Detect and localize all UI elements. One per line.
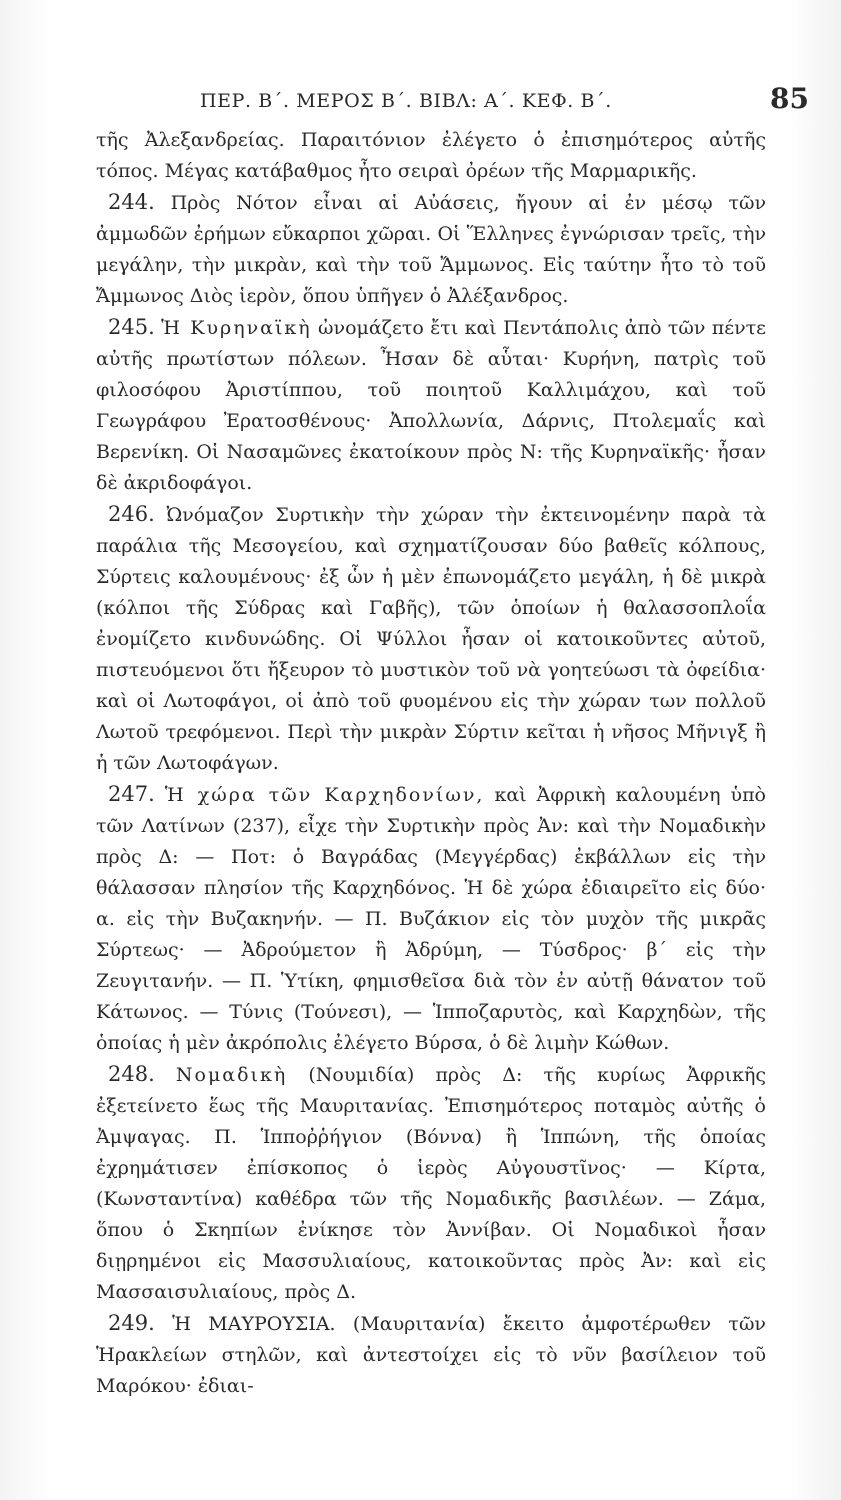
paragraph-text: (Νουμιδία) πρὸς Δ: τῆς κυρίως Ἀφρικῆς ἐξετείνετο ἕως τῆς Μαυριτανίας. Ἐπισημότερος ποταμὸς αὐτῆς ὁ Ἀμψαγας. Π. Ἱπποῤῥήγιον (Βόννα) ἢ Ἱππώνη, τῆς ὁποίας ἐχρημάτισεν ἐπίσκοπος ὁ ἱερὸς Αὐγουστῖνος· — Κίρτα, (Κωνσταντίνα) καθέδρα τῶν τῆς Νομαδικῆς βασιλέων. — Ζάμα, ὅπου ὁ Σκηπίων ἐνίκησε τὸν Ἀννίβαν. Οἱ Νομαδικοὶ ἦσαν διῃρημένοι εἰς Μασσυλιαίους, κατοικοῦντας πρὸς Ἀν: καὶ εἰς Μασσαισυλιαίους, πρὸς Δ.: [96, 1064, 766, 1303]
paragraph-244: [96, 187, 766, 312]
section-number: 246.: [108, 502, 155, 526]
paragraph-text: τῆς Ἀλεξανδρείας. Παραιτόνιον ἐλέγετο ὁ ἐπισημότερος αὐτῆς τόπος. Μέγας κατάβαθμος ἦτο σειραὶ ὀρέων τῆς Μαρμαρικῆς.: [96, 129, 766, 182]
paragraph-247: [96, 779, 766, 1059]
paragraph-text: Ὠνόμαζον Συρτικὴν τὴν χώραν τὴν ἐκτεινομένην παρὰ τὰ παράλια τῆς Μεσογείου, καὶ σχηματίζουσαν δύο βαθεῖς κόλπους, Σύρτεις καλουμένους· ἐξ ὧν ἡ μὲν ἐπωνομάζετο μεγάλη, ἡ δὲ μικρὰ (κόλποι τῆς Σύδρας καὶ Γαβῆς), τῶν ὁποίων ἡ θαλασσοπλοΐα ἐνομίζετο κινδυνώδης. Οἱ Ψύλλοι ἦσαν οἱ κατοικοῦντες αὐτοῦ, πιστευόμενοι ὅτι ἤξευρον τὸ μυστικὸν τοῦ νὰ γοητεύωσι τὰ ὀφείδια· καὶ οἱ Λωτοφάγοι, οἱ ἀπὸ τοῦ φυομένου εἰς τὴν χώραν των πολλοῦ Λωτοῦ τρεφόμενοι. Περὶ τὴν μικρὰν Σύρτιν κεῖται ἡ νῆσος Μῆνιγξ ἢ ἡ τῶν Λωτοφάγων.: [96, 504, 766, 774]
section-number: 249.: [108, 1311, 155, 1335]
paragraph-248: [96, 1059, 766, 1308]
section-heading: Ἡ ΜΑΥΡΟΥΣΙΑ.: [172, 1313, 336, 1335]
paragraph-text: (Μαυριτανία) ἔκειτο ἀμφοτέρωθεν τῶν Ἡρακλείων στηλῶν, καὶ ἀντεστοίχει εἰς τὸ νῦν βασίλειον τοῦ Μαρόκου· ἐδιαι-: [96, 1313, 766, 1397]
page-header: [0, 82, 841, 122]
section-heading: Ἡ χώρα τῶν Καρχηδονίων,: [164, 784, 485, 806]
page-number: 85: [770, 82, 809, 115]
paragraph-245: [96, 312, 766, 499]
paragraph-text: Πρὸς Νότον εἶναι αἱ Αὐάσεις, ἤγουν αἱ ἐν μέσῳ τῶν ἀμμωδῶν ἐρήμων εὔκαρποι χῶραι. Οἱ Ἕλληνες ἐγνώρισαν τρεῖς, τὴν μεγάλην, τὴν μικρὰν, καὶ τὴν τοῦ Ἄμμωνος. Εἰς ταύτην ἦτο τὸ τοῦ Ἄμμωνος Διὸς ἱερὸν, ὅπου ὑπῆγεν ὁ Ἀλέξανδρος.: [96, 192, 767, 307]
running-head: ΠΕΡ. Β΄. ΜΕΡΟΣ Β΄. ΒΙΒΛ: Α΄. ΚΕΦ. Β΄.: [200, 90, 612, 112]
paragraph-continuation: [96, 125, 766, 187]
body-text: [96, 125, 766, 1402]
section-number: 247.: [108, 782, 155, 806]
section-heading: Ἡ Κυρηναϊκὴ: [161, 317, 312, 339]
section-heading: Νομαδικὴ: [175, 1064, 288, 1086]
paragraph-text: ὠνομάζετο ἔτι καὶ Πεντάπολις ἀπὸ τῶν πέντε αὐτῆς πρωτίστων πόλεων. Ἦσαν δὲ αὗται· Κυρήνη, πατρὶς τοῦ φιλοσόφου Ἀριστίππου, τοῦ ποιητοῦ Καλλιμάχου, καὶ τοῦ Γεωγράφου Ἐρατοσθένους· Ἀπολλωνία, Δάρνις, Πτολεμαΐς καὶ Βερενίκη. Οἱ Νασαμῶνες ἐκατοίκουν πρὸς Ν: τῆς Κυρηναϊκῆς· ἦσαν δὲ ἀκριδοφάγοι.: [96, 317, 767, 494]
paragraph-text: καὶ Ἀφρικὴ καλουμένη ὑπὸ τῶν Λατίνων (237), εἶχε τὴν Συρτικὴν πρὸς Ἀν: καὶ τὴν Νομαδικὴν πρὸς Δ: — Ποτ: ὁ Βαγράδας (Μεγγέρδας) ἐκβάλλων εἰς τὴν θάλασσαν πλησίον τῆς Καρχηδόνος. Ἡ δὲ χώρα ἐδιαιρεῖτο εἰς δύο· α. εἰς τὴν Βυζακηνήν. — Π. Βυζάκιον εἰς τὸν μυχὸν τῆς μικρᾶς Σύρτεως· — Ἀδρούμετον ἢ Ἀδρύμη, — Τύσδρος· β΄ εἰς τὴν Ζευγιτανήν. — Π. Ὑτίκη, φημισθεῖσα διὰ τὸν ἐν αὐτῇ θάνατον τοῦ Κάτωνος. — Τύνις (Τούνεσι), — Ἱπποζαρυτὸς, καὶ Καρχηδὼν, τῆς ὁποίας ἡ μὲν ἀκρόπολις ἐλέγετο Βύρσα, ὁ δὲ λιμὴν Κώθων.: [96, 784, 766, 1054]
section-number: 245.: [108, 315, 155, 339]
paragraph-249: [96, 1308, 766, 1402]
section-number: 244.: [108, 190, 155, 214]
paragraph-246: [96, 499, 766, 779]
section-number: 248.: [108, 1062, 155, 1086]
